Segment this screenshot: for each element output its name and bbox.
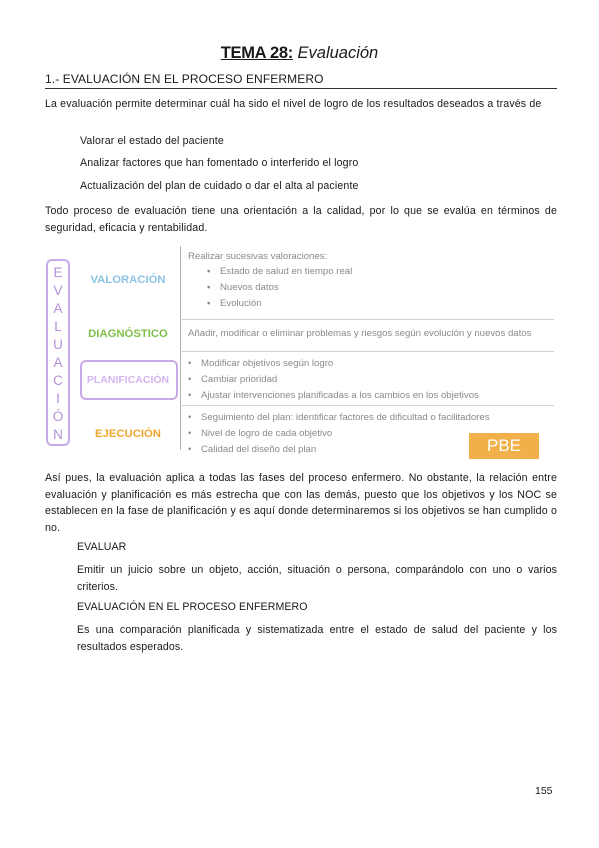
valoracion-lead: Realizar sucesivas valoraciones: <box>188 251 328 262</box>
topic-number: TEMA 28: <box>220 44 293 62</box>
vertical-letter: U <box>53 337 63 352</box>
vertical-letter: A <box>53 301 63 316</box>
valoracion-item: ▪ Evolución <box>207 298 262 309</box>
vertical-letter: C <box>53 373 63 388</box>
vertical-word-box <box>46 259 70 446</box>
quality-paragraph: Todo proceso de evaluación tiene una orientación a la calidad, por lo que se evalúa en términos de seguridad, eficacia y rentabilidad. <box>45 205 557 234</box>
ejecucion-item: • Nivel de logro de cada objetivo <box>188 428 333 439</box>
definition-text: Emitir un juicio sobre un objeto, acción, situación o persona, comparándolo con uno o varios criterios. <box>77 564 557 593</box>
section-heading: 1.- EVALUACIÓN EN EL PROCESO ENFERMERO <box>45 72 557 89</box>
page-title <box>0 44 599 63</box>
pbe-badge: PBE <box>469 433 539 459</box>
row-separator <box>180 351 554 352</box>
vertical-letter: E <box>53 265 63 280</box>
valoracion-item: ▪ Nuevos datos <box>207 282 279 293</box>
stage-ejecucion: EJECUCIÓN <box>95 428 161 440</box>
valoracion-item: ▪ Estado de salud en tiempo real <box>207 266 353 277</box>
planificacion-item: • Modificar objetivos según logro <box>188 358 334 369</box>
ejecucion-item: • Seguimiento del plan: identificar factores de dificultad o facilitadores <box>188 412 490 423</box>
definition-term: EVALUAR <box>77 541 127 553</box>
vertical-letter: A <box>53 355 63 370</box>
definition-text: Es una comparación planificada y sistematizada entre el estado de salud del paciente y los resultados esperados. <box>77 624 557 653</box>
diagram-divider <box>180 246 181 450</box>
intro-item: Analizar factores que han fomentado o interferido el logro <box>80 157 359 169</box>
planificacion-item: • Cambiar prioridad <box>188 374 278 385</box>
diagnostico-text: Añadir, modificar o eliminar problemas y riesgos según evolución y nuevos datos <box>188 328 532 339</box>
row-separator <box>180 319 554 320</box>
vertical-letter: L <box>54 319 62 334</box>
stage-valoracion: VALORACIÓN <box>90 274 166 286</box>
vertical-letter: Ó <box>52 409 64 424</box>
relation-paragraph: Así pues, la evaluación aplica a todas las fases del proceso enfermero. No obstante, la relación entre evaluación y planificación es más estrecha que con las demás, puesto que los objetivos y los NOC se establecen en la fase de planificación y es aquí donde determinaremos si los objetivos se han cumplido o no. <box>45 472 557 534</box>
row-separator <box>180 405 554 406</box>
planificacion-item: • Ajustar intervenciones planificadas a los cambios en los objetivos <box>188 390 479 401</box>
page-number: 155 <box>535 785 553 797</box>
vertical-letter: I <box>56 391 60 406</box>
stage-diagnostico: DIAGNÓSTICO <box>88 328 168 340</box>
intro-item: Valorar el estado del paciente <box>80 135 224 147</box>
definition-term: EVALUACIÓN EN EL PROCESO ENFERMERO <box>77 601 308 613</box>
ejecucion-item: • Calidad del diseño del plan <box>188 444 317 455</box>
topic-name: Evaluación <box>297 44 379 62</box>
intro-item: Actualización del plan de cuidado o dar el alta al paciente <box>80 180 359 192</box>
intro-paragraph: La evaluación permite determinar cuál ha sido el nivel de logro de los resultados deseados a través de <box>45 98 542 110</box>
vertical-letter: N <box>53 427 63 442</box>
stage-planificacion: PLANIFICACIÓN <box>86 374 170 386</box>
vertical-letter: V <box>53 283 63 298</box>
